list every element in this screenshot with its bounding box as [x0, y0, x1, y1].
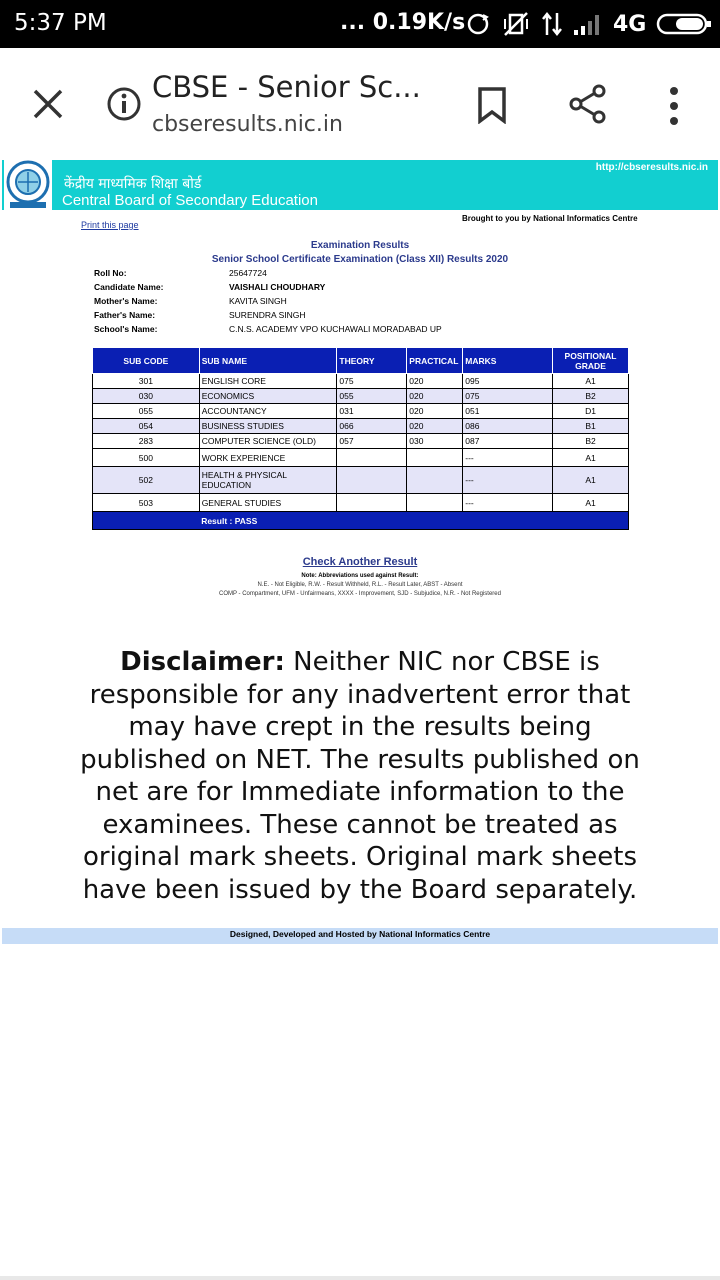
cell-theory: 066: [337, 419, 407, 434]
footer-bar: Designed, Developed and Hosted by National Informatics Centre: [2, 928, 718, 944]
cell-practical: 020: [407, 389, 463, 404]
page-title: CBSE - Senior Sc...: [152, 70, 421, 104]
cell-practical: [407, 467, 463, 494]
cell-grade: A1: [553, 494, 629, 512]
disclaimer-body: Neither NIC nor CBSE is responsible for any inadvertent error that may have crept in the results being published on NET. The results published on net are for Immediate information to the examinees. These cannot be treated as original mark sheets. Original mark sheets have been issued by the Board separately.: [80, 647, 640, 905]
disclaimer-label: Disclaimer:: [120, 647, 285, 677]
cell-marks: 087: [463, 434, 553, 449]
cell-marks: 051: [463, 404, 553, 419]
cell-marks: 095: [463, 374, 553, 389]
cell-grade: A1: [553, 374, 629, 389]
col-practical: PRACTICAL: [407, 348, 463, 374]
cell-theory: [337, 449, 407, 467]
cell-code: 301: [93, 374, 200, 389]
info-value: C.N.S. ACADEMY VPO KUCHAWALI MORADABAD UP: [229, 324, 442, 334]
more-options-icon[interactable]: [662, 84, 686, 128]
cell-practical: 020: [407, 404, 463, 419]
info-label: Father's Name:: [94, 310, 156, 320]
cell-grade: D1: [553, 404, 629, 419]
cell-code: 500: [93, 449, 200, 467]
info-label: Candidate Name:: [94, 282, 164, 292]
close-icon[interactable]: [30, 86, 66, 122]
cell-practical: 030: [407, 434, 463, 449]
table-row: [93, 467, 629, 494]
cell-subject: BUSINESS STUDIES: [199, 419, 337, 434]
cell-theory: 057: [337, 434, 407, 449]
url-text[interactable]: cbseresults.nic.in: [152, 112, 343, 137]
cell-marks: ---: [463, 467, 553, 494]
table-header-row: [93, 348, 629, 374]
bookmark-icon[interactable]: [476, 86, 508, 124]
info-value: VAISHALI CHOUDHARY: [229, 282, 326, 292]
cell-subject: HEALTH & PHYSICAL EDUCATION: [199, 467, 337, 494]
share-icon[interactable]: [568, 84, 608, 124]
cell-code: 502: [93, 467, 200, 494]
cell-theory: [337, 494, 407, 512]
network-type: 4G: [613, 11, 647, 37]
table-row: [93, 494, 629, 512]
cell-subject: ACCOUNTANCY: [199, 404, 337, 419]
battery-icon: [656, 12, 712, 36]
cell-grade: A1: [553, 467, 629, 494]
table-row: [93, 434, 629, 449]
table-row: [93, 389, 629, 404]
board-name-english: Central Board of Secondary Education: [62, 192, 318, 209]
sync-icon: [465, 11, 491, 37]
info-label: Mother's Name:: [94, 296, 158, 306]
disclaimer-text: [80, 646, 640, 906]
browser-toolbar: [0, 48, 720, 160]
cell-theory: 055: [337, 389, 407, 404]
cell-code: 503: [93, 494, 200, 512]
check-another-result-link[interactable]: Check Another Result: [302, 556, 418, 568]
cell-marks: ---: [463, 449, 553, 467]
table-row: [93, 404, 629, 419]
cell-practical: [407, 449, 463, 467]
exam-subheading: Senior School Certificate Examination (Class XII) Results 2020: [211, 254, 509, 265]
cell-code: 283: [93, 434, 200, 449]
info-label: Roll No:: [94, 268, 127, 278]
brought-by-text: Brought to you by National Informatics Centre: [462, 214, 638, 223]
cell-theory: 075: [337, 374, 407, 389]
info-label: School's Name:: [94, 324, 158, 334]
col-positional-grade: POSITIONAL GRADE: [553, 348, 629, 374]
table-row: [93, 374, 629, 389]
status-bar: [0, 0, 720, 48]
signal-icon: [573, 12, 603, 36]
print-page-link[interactable]: Print this page: [81, 220, 139, 230]
cell-practical: [407, 494, 463, 512]
cell-code: 054: [93, 419, 200, 434]
cell-theory: 031: [337, 404, 407, 419]
info-value: 25647724: [229, 268, 267, 278]
status-time: 5:37 PM: [14, 10, 107, 36]
note-title: Note: Abbreviations used against Result:: [301, 573, 419, 579]
note-line: COMP - Compartment, UFM - Unfairmeans, XXXX - Improvement, SJD - Subjudice, N.R. - Not Registered: [219, 591, 501, 597]
cell-subject: WORK EXPERIENCE: [199, 449, 337, 467]
info-icon[interactable]: [106, 86, 142, 122]
data-transfer-icon: [541, 11, 563, 37]
cbse-logo-icon: [4, 158, 52, 210]
network-speed: ... 0.19K/s: [340, 10, 466, 35]
table-row: [93, 419, 629, 434]
status-icons: [465, 8, 712, 40]
cell-grade: B1: [553, 419, 629, 434]
board-name-hindi: केंद्रीय माध्यमिक शिक्षा बोर्ड: [64, 176, 202, 192]
cell-subject: GENERAL STUDIES: [199, 494, 337, 512]
cell-grade: B2: [553, 434, 629, 449]
cell-practical: 020: [407, 419, 463, 434]
info-value: SURENDRA SINGH: [229, 310, 306, 320]
col-sub-code: SUB CODE: [93, 348, 200, 374]
cell-practical: 020: [407, 374, 463, 389]
cell-grade: B2: [553, 389, 629, 404]
cell-subject: ECONOMICS: [199, 389, 337, 404]
exam-heading: Examination Results: [310, 240, 410, 251]
vibrate-off-icon: [501, 11, 531, 37]
col-theory: THEORY: [337, 348, 407, 374]
cbse-banner: [2, 160, 718, 210]
info-value: KAVITA SINGH: [229, 296, 287, 306]
site-url[interactable]: http://cbseresults.nic.in: [595, 162, 708, 173]
result-status: Result : PASS: [199, 512, 628, 530]
cell-grade: A1: [553, 449, 629, 467]
table-row: [93, 449, 629, 467]
note-line: N.E. - Not Eligible, R.W. - Result Withheld, R.L. - Result Later, ABST - Absent: [257, 582, 463, 588]
col-sub-name: SUB NAME: [199, 348, 337, 374]
marks-table: [92, 347, 629, 530]
col-marks: MARKS: [463, 348, 553, 374]
cell-marks: 075: [463, 389, 553, 404]
cell-subject: ENGLISH CORE: [199, 374, 337, 389]
cell-marks: 086: [463, 419, 553, 434]
cell-code: 030: [93, 389, 200, 404]
result-row: [93, 512, 629, 530]
cell-theory: [337, 467, 407, 494]
bottom-edge: [0, 1276, 720, 1280]
cell-code: 055: [93, 404, 200, 419]
cell-subject: COMPUTER SCIENCE (OLD): [199, 434, 337, 449]
cell-marks: ---: [463, 494, 553, 512]
